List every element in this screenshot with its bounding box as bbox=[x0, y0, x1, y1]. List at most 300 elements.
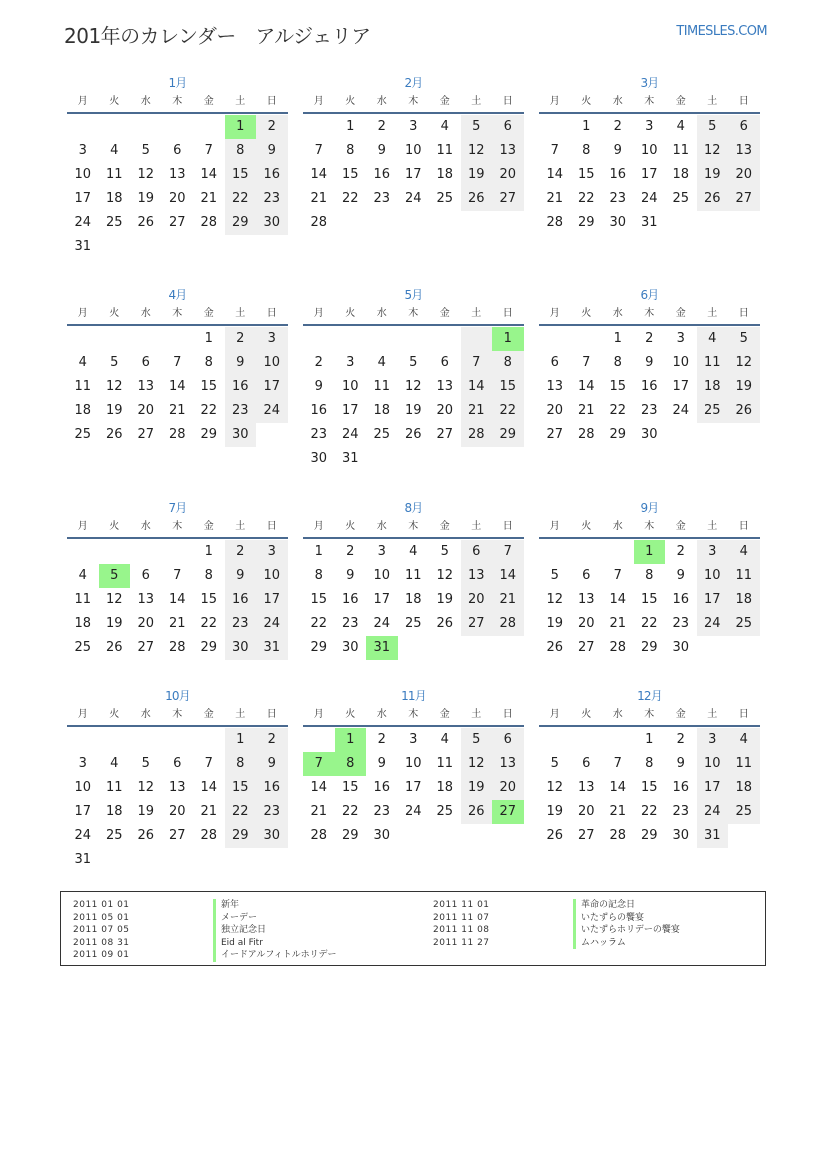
weekday-label: 月 bbox=[313, 96, 324, 107]
day-cell: 15 bbox=[609, 379, 627, 394]
day-cell: 27 bbox=[168, 215, 186, 230]
day-cell: 13 bbox=[137, 592, 155, 607]
weekday-label: 木 bbox=[408, 521, 419, 532]
day-cell: 11 bbox=[436, 143, 454, 158]
day-cell: 18 bbox=[697, 375, 729, 399]
day-cell: 6 bbox=[582, 568, 591, 583]
day-cell: 4 bbox=[440, 732, 449, 747]
weekday-header bbox=[67, 305, 288, 326]
day-cell: 16 bbox=[373, 167, 391, 182]
empty-day-cell bbox=[303, 728, 335, 752]
weekday-header bbox=[67, 706, 288, 727]
holiday-date: 2011 05 01 bbox=[73, 912, 130, 923]
day-cell: 11 bbox=[697, 351, 729, 375]
weekday-label: 木 bbox=[644, 308, 655, 319]
day-cell: 26 bbox=[546, 828, 564, 843]
day-grid bbox=[303, 326, 524, 471]
day-cell: 15 bbox=[577, 167, 595, 182]
day-cell: 20 bbox=[137, 616, 155, 631]
day-cell: 4 bbox=[409, 544, 418, 559]
legend-row bbox=[73, 912, 336, 925]
holiday-date: 2011 07 05 bbox=[73, 925, 130, 935]
day-cell: 1 bbox=[613, 331, 622, 346]
day-cell: 13 bbox=[137, 379, 155, 394]
empty-day-cell bbox=[366, 327, 398, 351]
day-cell: 9 bbox=[256, 752, 288, 776]
day-cell: 26 bbox=[436, 616, 454, 631]
day-cell: 26 bbox=[697, 187, 729, 211]
day-cell: 1 bbox=[346, 119, 355, 134]
weekday-label: 水 bbox=[140, 308, 151, 319]
day-cell: 29 bbox=[310, 640, 328, 655]
day-cell: 7 bbox=[613, 756, 622, 771]
day-cell: 5 bbox=[550, 568, 559, 583]
day-cell: 15 bbox=[492, 375, 524, 399]
day-cell: 14 bbox=[310, 780, 328, 795]
day-cell: 28 bbox=[168, 427, 186, 442]
weekday-label: 木 bbox=[172, 308, 183, 319]
day-cell: 22 bbox=[577, 191, 595, 206]
weekday-label: 水 bbox=[376, 521, 387, 532]
weekday-label: 日 bbox=[502, 709, 513, 720]
day-cell: 24 bbox=[373, 616, 391, 631]
weekday-label: 土 bbox=[707, 709, 718, 720]
day-cell: 15 bbox=[225, 776, 257, 800]
month-title: 7月 bbox=[168, 501, 187, 515]
empty-day-cell bbox=[335, 327, 367, 351]
day-cell: 27 bbox=[168, 828, 186, 843]
day-cell: 22 bbox=[341, 804, 359, 819]
day-cell: 21 bbox=[200, 191, 218, 206]
day-cell: 3 bbox=[409, 119, 418, 134]
day-cell: 5 bbox=[461, 728, 493, 752]
day-cell: 19 bbox=[137, 191, 155, 206]
day-cell: 16 bbox=[672, 780, 690, 795]
day-cell: 5 bbox=[110, 355, 119, 370]
weekday-header bbox=[67, 518, 288, 539]
weekday-label: 金 bbox=[675, 96, 686, 107]
empty-day-cell bbox=[99, 728, 131, 752]
day-cell: 26 bbox=[461, 187, 493, 211]
day-cell: 3 bbox=[697, 728, 729, 752]
day-cell: 2 bbox=[256, 728, 288, 752]
day-cell: 23 bbox=[256, 187, 288, 211]
weekday-label: 日 bbox=[266, 709, 277, 720]
weekday-label: 火 bbox=[581, 709, 592, 720]
day-cell: 8 bbox=[346, 143, 355, 158]
weekday-label: 火 bbox=[581, 308, 592, 319]
month-title: 11月 bbox=[401, 689, 426, 703]
day-cell: 11 bbox=[728, 752, 760, 776]
day-cell: 30 bbox=[640, 427, 658, 442]
day-cell: 27 bbox=[492, 187, 524, 211]
day-cell: 28 bbox=[546, 215, 564, 230]
day-cell: 2 bbox=[377, 732, 386, 747]
day-cell: 25 bbox=[436, 191, 454, 206]
empty-day-cell bbox=[193, 728, 225, 752]
holiday-name: イードアルフィトルホリデー bbox=[213, 949, 336, 962]
day-cell: 22 bbox=[640, 616, 658, 631]
day-cell: 22 bbox=[492, 399, 524, 423]
day-cell: 27 bbox=[728, 187, 760, 211]
day-cell: 18 bbox=[105, 191, 123, 206]
month-calendar bbox=[303, 498, 524, 660]
month-calendar bbox=[67, 498, 288, 660]
holiday-day-cell: 1 bbox=[492, 327, 524, 351]
day-cell: 5 bbox=[141, 143, 150, 158]
weekday-label: 月 bbox=[77, 96, 88, 107]
month-title: 1月 bbox=[168, 76, 187, 90]
day-cell: 9 bbox=[645, 355, 654, 370]
day-cell: 11 bbox=[74, 379, 92, 394]
empty-day-cell bbox=[539, 728, 571, 752]
day-cell: 6 bbox=[550, 355, 559, 370]
day-cell: 6 bbox=[492, 728, 524, 752]
holiday-date: 2011 08 31 bbox=[73, 937, 130, 948]
day-cell: 10 bbox=[672, 355, 690, 370]
holiday-day-cell: 31 bbox=[366, 636, 398, 660]
day-cell: 26 bbox=[461, 800, 493, 824]
day-cell: 2 bbox=[377, 119, 386, 134]
day-cell: 21 bbox=[609, 804, 627, 819]
weekday-label: 月 bbox=[77, 521, 88, 532]
day-cell: 28 bbox=[461, 423, 493, 447]
day-cell: 5 bbox=[409, 355, 418, 370]
empty-day-cell bbox=[571, 327, 603, 351]
weekday-label: 火 bbox=[109, 308, 120, 319]
day-cell: 1 bbox=[204, 331, 213, 346]
legend-column-left bbox=[73, 899, 336, 962]
brand-logo-text[interactable]: TIMESLES.COM bbox=[676, 24, 767, 39]
empty-day-cell bbox=[571, 728, 603, 752]
day-cell: 2 bbox=[613, 119, 622, 134]
day-cell: 2 bbox=[225, 540, 257, 564]
weekday-label: 水 bbox=[612, 96, 623, 107]
day-cell: 8 bbox=[225, 139, 257, 163]
day-cell: 31 bbox=[640, 215, 658, 230]
day-grid bbox=[539, 539, 760, 660]
day-cell: 14 bbox=[609, 780, 627, 795]
day-cell: 16 bbox=[310, 403, 328, 418]
day-cell: 28 bbox=[492, 612, 524, 636]
weekday-label: 金 bbox=[203, 521, 214, 532]
day-cell: 14 bbox=[168, 379, 186, 394]
weekday-label: 日 bbox=[266, 521, 277, 532]
day-cell: 29 bbox=[640, 828, 658, 843]
day-cell: 28 bbox=[310, 215, 328, 230]
weekday-label: 水 bbox=[376, 709, 387, 720]
empty-day-cell bbox=[162, 115, 194, 139]
day-cell: 11 bbox=[672, 143, 690, 158]
day-cell: 22 bbox=[341, 191, 359, 206]
day-cell: 15 bbox=[200, 592, 218, 607]
day-cell: 26 bbox=[137, 828, 155, 843]
day-cell: 8 bbox=[492, 351, 524, 375]
day-cell: 3 bbox=[697, 540, 729, 564]
legend-row bbox=[73, 899, 336, 912]
day-cell: 22 bbox=[225, 187, 257, 211]
day-cell: 26 bbox=[105, 640, 123, 655]
day-cell: 17 bbox=[373, 592, 391, 607]
day-cell: 12 bbox=[404, 379, 422, 394]
weekday-label: 日 bbox=[738, 96, 749, 107]
day-grid bbox=[539, 727, 760, 848]
day-cell: 17 bbox=[256, 588, 288, 612]
holiday-name: いたずらの饗宴 bbox=[573, 912, 644, 925]
day-cell: 3 bbox=[256, 540, 288, 564]
weekday-label: 月 bbox=[549, 308, 560, 319]
day-cell: 21 bbox=[310, 804, 328, 819]
day-cell: 16 bbox=[225, 375, 257, 399]
day-cell: 26 bbox=[404, 427, 422, 442]
holiday-date: 2011 11 07 bbox=[433, 912, 490, 923]
weekday-label: 日 bbox=[738, 709, 749, 720]
day-cell: 14 bbox=[168, 592, 186, 607]
empty-day-cell bbox=[99, 115, 131, 139]
month-calendar bbox=[67, 285, 288, 447]
day-cell: 25 bbox=[105, 828, 123, 843]
day-cell: 23 bbox=[640, 403, 658, 418]
weekday-label: 火 bbox=[109, 709, 120, 720]
day-cell: 26 bbox=[137, 215, 155, 230]
day-cell: 11 bbox=[436, 756, 454, 771]
day-cell: 30 bbox=[310, 451, 328, 466]
day-cell: 6 bbox=[440, 355, 449, 370]
empty-day-cell bbox=[193, 115, 225, 139]
day-cell: 21 bbox=[461, 399, 493, 423]
day-cell: 30 bbox=[373, 828, 391, 843]
day-cell: 28 bbox=[577, 427, 595, 442]
empty-day-cell bbox=[67, 115, 99, 139]
weekday-label: 土 bbox=[235, 709, 246, 720]
day-cell: 10 bbox=[640, 143, 658, 158]
day-cell: 17 bbox=[74, 804, 92, 819]
day-cell: 15 bbox=[640, 780, 658, 795]
day-cell: 20 bbox=[492, 776, 524, 800]
weekday-label: 土 bbox=[707, 96, 718, 107]
day-cell: 19 bbox=[436, 592, 454, 607]
weekday-header bbox=[539, 518, 760, 539]
weekday-label: 火 bbox=[581, 521, 592, 532]
day-cell: 6 bbox=[141, 355, 150, 370]
weekday-header bbox=[539, 706, 760, 727]
day-cell: 22 bbox=[310, 616, 328, 631]
day-grid bbox=[67, 114, 288, 259]
day-cell: 4 bbox=[697, 327, 729, 351]
day-cell: 20 bbox=[436, 403, 454, 418]
weekday-label: 月 bbox=[549, 709, 560, 720]
day-cell: 24 bbox=[697, 612, 729, 636]
day-cell: 8 bbox=[582, 143, 591, 158]
day-cell: 31 bbox=[74, 852, 92, 867]
day-cell: 26 bbox=[546, 640, 564, 655]
day-cell: 12 bbox=[461, 139, 493, 163]
weekday-label: 水 bbox=[612, 521, 623, 532]
day-cell: 30 bbox=[672, 640, 690, 655]
day-cell: 31 bbox=[697, 824, 729, 848]
month-calendar bbox=[539, 73, 760, 235]
day-cell: 10 bbox=[404, 143, 422, 158]
day-cell: 12 bbox=[546, 592, 564, 607]
day-cell: 5 bbox=[461, 115, 493, 139]
day-cell: 5 bbox=[550, 756, 559, 771]
holiday-name: 新年 bbox=[213, 899, 239, 912]
day-cell: 8 bbox=[204, 568, 213, 583]
day-cell: 24 bbox=[74, 215, 92, 230]
weekday-label: 月 bbox=[313, 308, 324, 319]
day-cell: 14 bbox=[200, 780, 218, 795]
day-cell: 7 bbox=[550, 143, 559, 158]
weekday-label: 木 bbox=[408, 709, 419, 720]
day-cell: 28 bbox=[168, 640, 186, 655]
day-cell: 19 bbox=[461, 776, 493, 800]
holiday-name: メーデー bbox=[213, 912, 257, 925]
empty-day-cell bbox=[602, 540, 634, 564]
day-grid bbox=[539, 326, 760, 447]
day-cell: 14 bbox=[577, 379, 595, 394]
day-cell: 16 bbox=[609, 167, 627, 182]
holiday-day-cell: 1 bbox=[225, 115, 257, 139]
month-calendar bbox=[539, 686, 760, 848]
weekday-header bbox=[303, 305, 524, 326]
empty-day-cell bbox=[99, 540, 131, 564]
weekday-label: 火 bbox=[345, 521, 356, 532]
empty-day-cell bbox=[539, 327, 571, 351]
month-title: 6月 bbox=[640, 288, 659, 302]
empty-day-cell bbox=[99, 327, 131, 351]
weekday-label: 火 bbox=[345, 308, 356, 319]
day-cell: 21 bbox=[200, 804, 218, 819]
day-grid bbox=[67, 539, 288, 660]
day-cell: 12 bbox=[461, 752, 493, 776]
month-calendar bbox=[67, 73, 288, 259]
day-cell: 2 bbox=[256, 115, 288, 139]
day-cell: 25 bbox=[697, 399, 729, 423]
day-cell: 14 bbox=[461, 375, 493, 399]
empty-day-cell bbox=[67, 540, 99, 564]
day-cell: 29 bbox=[225, 824, 257, 848]
weekday-header bbox=[303, 706, 524, 727]
weekday-label: 火 bbox=[109, 521, 120, 532]
day-grid bbox=[303, 539, 524, 660]
day-cell: 26 bbox=[728, 399, 760, 423]
day-cell: 20 bbox=[577, 804, 595, 819]
day-cell: 12 bbox=[436, 568, 454, 583]
day-cell: 12 bbox=[728, 351, 760, 375]
day-cell: 16 bbox=[640, 379, 658, 394]
weekday-label: 金 bbox=[675, 521, 686, 532]
month-calendar bbox=[67, 686, 288, 872]
weekday-label: 日 bbox=[502, 521, 513, 532]
day-cell: 3 bbox=[78, 756, 87, 771]
day-cell: 19 bbox=[546, 616, 564, 631]
day-cell: 7 bbox=[492, 540, 524, 564]
holiday-day-cell: 7 bbox=[303, 752, 335, 776]
day-cell: 7 bbox=[582, 355, 591, 370]
day-cell: 5 bbox=[440, 544, 449, 559]
day-cell: 20 bbox=[728, 163, 760, 187]
weekday-label: 水 bbox=[376, 308, 387, 319]
day-cell: 13 bbox=[728, 139, 760, 163]
day-cell: 21 bbox=[546, 191, 564, 206]
day-cell: 2 bbox=[225, 327, 257, 351]
day-cell: 23 bbox=[672, 804, 690, 819]
weekday-label: 金 bbox=[203, 96, 214, 107]
day-cell: 22 bbox=[225, 800, 257, 824]
day-cell: 12 bbox=[697, 139, 729, 163]
day-cell: 29 bbox=[341, 828, 359, 843]
day-cell: 18 bbox=[436, 167, 454, 182]
day-cell: 17 bbox=[640, 167, 658, 182]
day-cell: 19 bbox=[728, 375, 760, 399]
month-title: 2月 bbox=[404, 76, 423, 90]
day-cell: 19 bbox=[105, 403, 123, 418]
empty-day-cell bbox=[429, 327, 461, 351]
day-cell: 13 bbox=[546, 379, 564, 394]
weekday-label: 土 bbox=[471, 521, 482, 532]
day-cell: 16 bbox=[256, 776, 288, 800]
weekday-label: 土 bbox=[235, 96, 246, 107]
day-grid bbox=[303, 114, 524, 235]
day-cell: 1 bbox=[204, 544, 213, 559]
day-cell: 15 bbox=[640, 592, 658, 607]
month-calendar bbox=[303, 285, 524, 471]
day-cell: 21 bbox=[492, 588, 524, 612]
holiday-day-cell: 27 bbox=[492, 800, 524, 824]
day-cell: 3 bbox=[645, 119, 654, 134]
day-cell: 23 bbox=[672, 616, 690, 631]
weekday-label: 火 bbox=[581, 96, 592, 107]
day-cell: 8 bbox=[645, 756, 654, 771]
day-cell: 16 bbox=[373, 780, 391, 795]
day-cell: 24 bbox=[256, 399, 288, 423]
day-cell: 7 bbox=[314, 143, 323, 158]
weekday-label: 木 bbox=[644, 709, 655, 720]
day-cell: 23 bbox=[310, 427, 328, 442]
weekday-label: 水 bbox=[612, 709, 623, 720]
day-grid bbox=[67, 727, 288, 872]
weekday-label: 月 bbox=[313, 521, 324, 532]
day-cell: 3 bbox=[409, 732, 418, 747]
day-cell: 4 bbox=[440, 119, 449, 134]
empty-day-cell bbox=[162, 728, 194, 752]
day-cell: 29 bbox=[200, 427, 218, 442]
day-cell: 26 bbox=[105, 427, 123, 442]
day-cell: 4 bbox=[78, 568, 87, 583]
day-cell: 18 bbox=[404, 592, 422, 607]
day-cell: 17 bbox=[672, 379, 690, 394]
day-cell: 20 bbox=[137, 403, 155, 418]
day-cell: 23 bbox=[609, 191, 627, 206]
empty-day-cell bbox=[303, 115, 335, 139]
day-cell: 24 bbox=[404, 804, 422, 819]
day-cell: 22 bbox=[609, 403, 627, 418]
day-grid bbox=[67, 326, 288, 447]
day-cell: 3 bbox=[676, 331, 685, 346]
day-cell: 9 bbox=[346, 568, 355, 583]
day-cell: 22 bbox=[200, 616, 218, 631]
day-cell: 28 bbox=[609, 640, 627, 655]
day-cell: 13 bbox=[492, 139, 524, 163]
weekday-header bbox=[303, 518, 524, 539]
day-cell: 14 bbox=[492, 564, 524, 588]
day-cell: 13 bbox=[577, 592, 595, 607]
day-cell: 29 bbox=[609, 427, 627, 442]
day-cell: 27 bbox=[577, 828, 595, 843]
day-cell: 30 bbox=[225, 636, 257, 660]
day-cell: 8 bbox=[645, 568, 654, 583]
month-title: 9月 bbox=[640, 501, 659, 515]
